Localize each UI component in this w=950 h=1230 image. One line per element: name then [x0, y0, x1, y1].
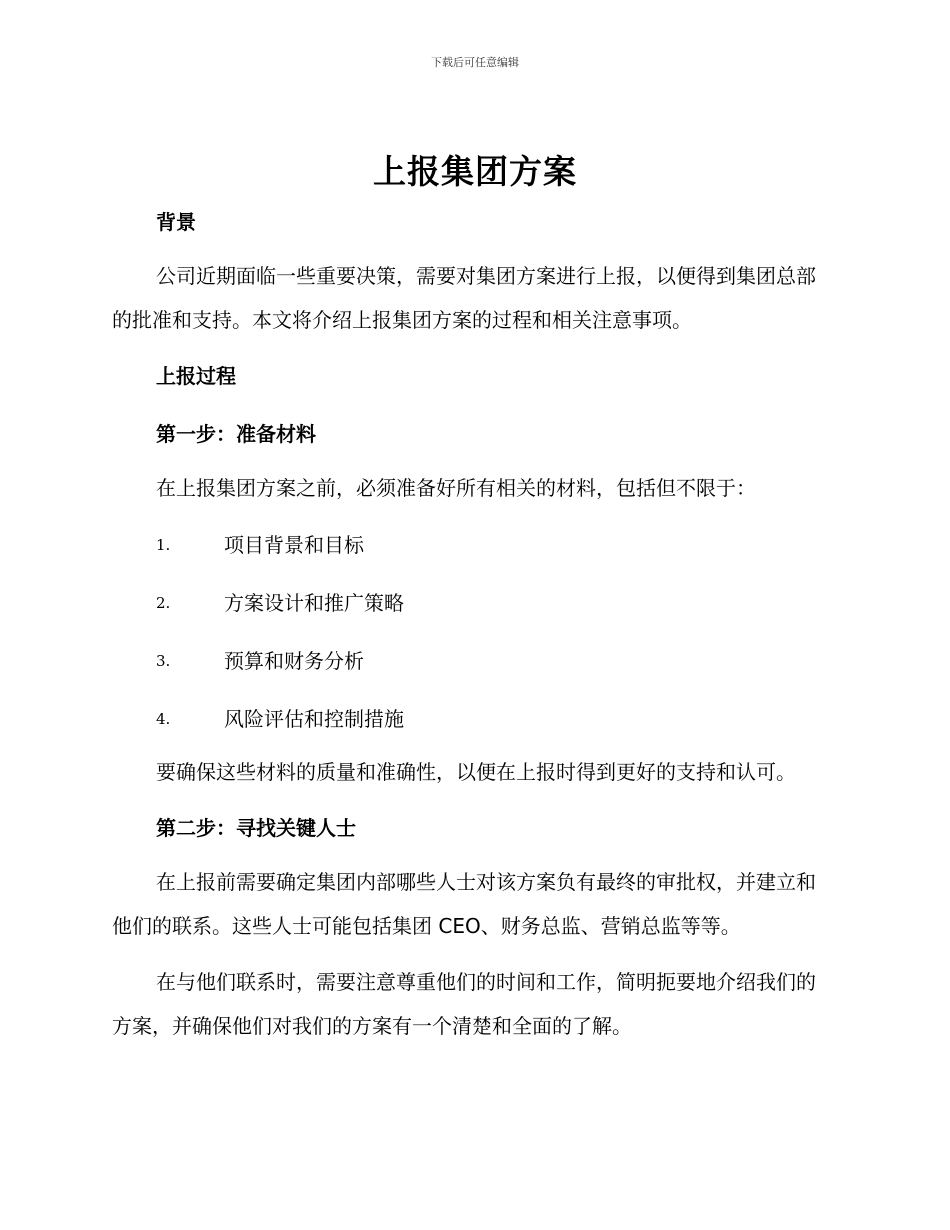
step2-heading: 第二步：寻找关键人士	[156, 816, 356, 840]
list-item	[112, 574, 834, 632]
page-header: 下载后可任意编辑	[431, 56, 519, 69]
list-text: 项目背景和目标	[224, 533, 364, 557]
step2-paragraph-2: 在与他们联系时，需要注意尊重他们的时间和工作，简明扼要地介绍我们的方案，并确保他们对我们的方案有一个清楚和全面的了解。	[112, 970, 816, 1038]
document-body	[112, 202, 834, 1048]
list-item	[112, 690, 834, 748]
background-paragraph: 公司近期面临一些重要决策，需要对集团方案进行上报，以便得到集团总部的批准和支持。本文将介绍上报集团方案的过程和相关注意事项。	[112, 264, 816, 332]
list-number: 2.	[156, 594, 171, 612]
step2-paragraph-1: 在上报前需要确定集团内部哪些人士对该方案负有最终的审批权，并建立和他们的联系。这些人士可能包括集团 CEO、财务总监、营销总监等等。	[112, 870, 816, 938]
section-heading-process: 上报过程	[156, 364, 236, 388]
list-text: 预算和财务分析	[224, 649, 364, 673]
list-number: 1.	[156, 536, 171, 554]
document-title: 上报集团方案	[373, 152, 577, 191]
list-text: 风险评估和控制措施	[224, 707, 404, 731]
list-text: 方案设计和推广策略	[224, 591, 404, 615]
step1-outro-paragraph: 要确保这些材料的质量和准确性，以便在上报时得到更好的支持和认可。	[156, 760, 796, 784]
list-item	[112, 516, 834, 574]
list-number: 4.	[156, 710, 171, 728]
list-number: 3.	[156, 652, 171, 670]
step1-intro-paragraph: 在上报集团方案之前，必须准备好所有相关的材料，包括但不限于：	[156, 476, 756, 500]
step1-heading: 第一步：准备材料	[156, 422, 316, 446]
materials-list	[112, 516, 834, 748]
section-heading-background: 背景	[156, 210, 196, 234]
list-item	[112, 632, 834, 690]
